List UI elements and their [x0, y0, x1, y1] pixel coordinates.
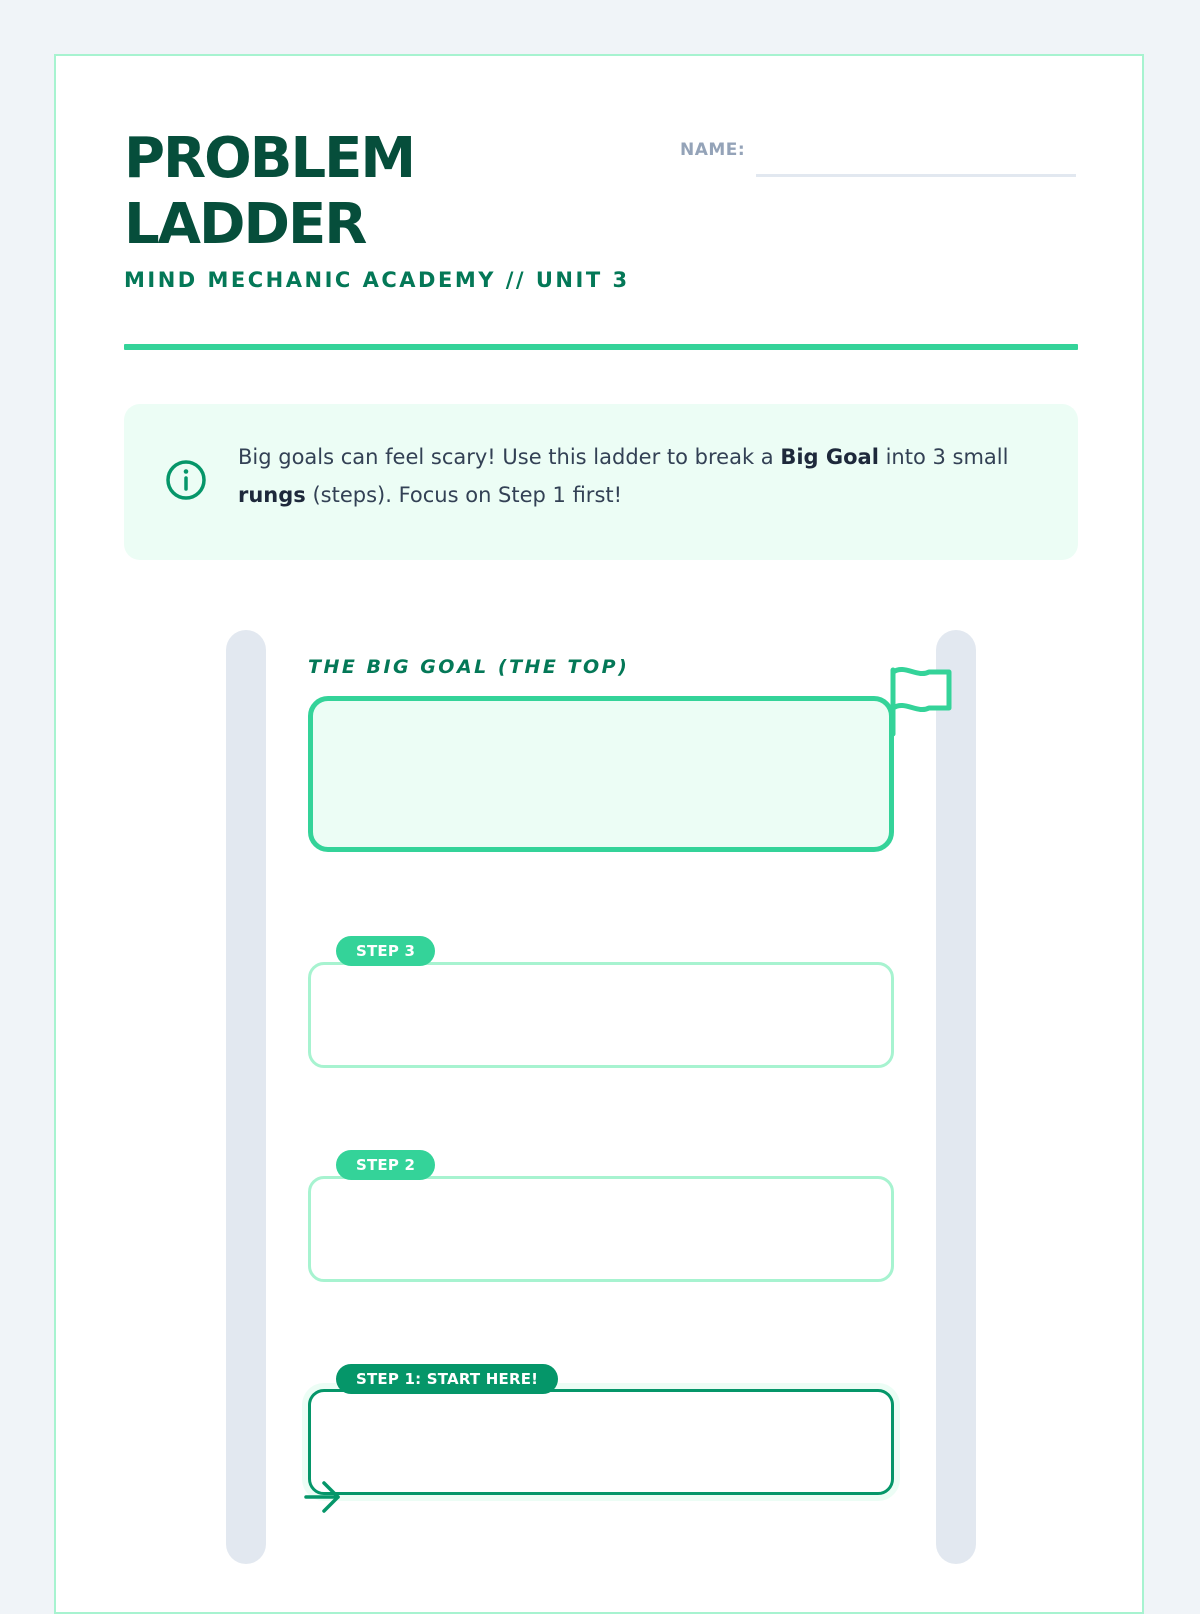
step-1-badge: STEP 1: START HERE! — [336, 1364, 558, 1394]
info-text — [238, 438, 1038, 514]
info-box — [124, 404, 1078, 560]
step-2-input-box[interactable] — [308, 1176, 894, 1282]
info-text-part: Big goals can feel scary! Use this ladder to break a — [238, 445, 781, 469]
worksheet-page — [54, 54, 1144, 1614]
step-3-input-box[interactable] — [308, 962, 894, 1068]
header-divider — [124, 344, 1078, 350]
title-line-1: PROBLEM — [124, 126, 415, 191]
step-3-badge: STEP 3 — [336, 936, 435, 966]
name-label: NAME: — [680, 140, 746, 160]
page-title — [124, 126, 414, 258]
ladder-rail-right — [936, 630, 976, 1564]
info-bold-big-goal: Big Goal — [780, 445, 879, 469]
big-goal-input-box[interactable] — [308, 696, 894, 852]
arrow-right-icon — [302, 1476, 344, 1518]
flag-icon — [887, 664, 957, 744]
step-2-badge: STEP 2 — [336, 1150, 435, 1180]
info-text-part: (steps). Focus on Step 1 first! — [305, 483, 623, 507]
step-1-input-box[interactable] — [308, 1389, 894, 1495]
name-field-line[interactable] — [756, 174, 1076, 177]
info-circle-icon — [164, 458, 208, 502]
info-text-part: into 3 small — [878, 445, 1009, 469]
ladder-rail-left — [226, 630, 266, 1564]
big-goal-label: THE BIG GOAL (THE TOP) — [308, 656, 630, 678]
page-subtitle: MIND MECHANIC ACADEMY // UNIT 3 — [124, 268, 630, 292]
title-line-2: LADDER — [124, 192, 366, 257]
info-bold-rungs: rungs — [238, 483, 306, 507]
